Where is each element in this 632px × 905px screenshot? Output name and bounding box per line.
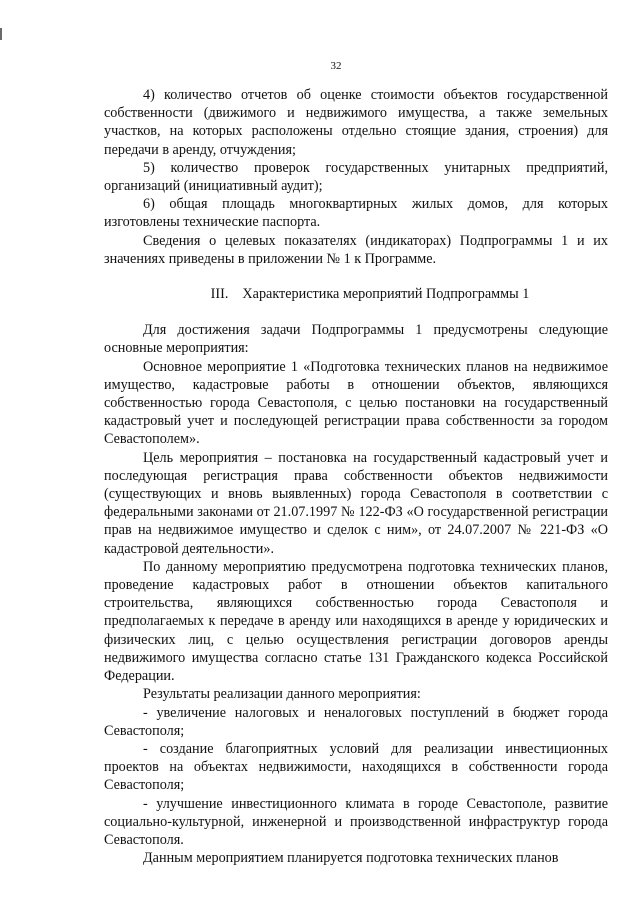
section-title: Характеристика мероприятий Подпрограммы 1 <box>242 286 530 303</box>
paragraph-activity-goal: Цель мероприятия – постановка на государственный кадастровый учет и последующая регистрация права собственности объектов недвижимости (существующих и вновь выявленных) города Севастополя в соответствии с федеральными законами от 21.07.1997 № 122-ФЗ «О государственной регистрации прав на недвижимое имущество и сделок с ним», от 24.07.2007 № 221-ФЗ «О кадастровой деятельности». <box>104 449 608 557</box>
paragraph-result-1: - увеличение налоговых и неналоговых поступлений в бюджет города Севастополя; <box>104 704 608 739</box>
paragraph-indicator-4: 4) количество отчетов об оценке стоимости объектов государственной собственности (движимого и недвижимого имущества, а также земельных участков, на которых расположены отдельно стоящие здания, строения) для передачи в аренду, отчуждения; <box>104 87 608 158</box>
paragraph-results-heading: Результаты реализации данного мероприятия: <box>143 686 421 703</box>
paragraph-result-3: - улучшение инвестиционного климата в городе Севастополе, развитие социально-культурной, инженерной и производственной инфраструктур города Севастополя. <box>104 795 608 848</box>
paragraph-main-activity: Основное мероприятие 1 «Подготовка технических планов на недвижимое имущество, кадастровые работы в отношении объектов, являющихся собственностью города Севастополя, с целью постановки на государственный кадастровый учет и последующей регистрации права собственности за городом Севастополем». <box>104 358 608 448</box>
page-number: 32 <box>330 60 342 72</box>
section-heading <box>104 285 608 303</box>
paragraph-intro: Для достижения задачи Подпрограммы 1 предусмотрены следующие основные мероприятия: <box>104 322 608 357</box>
section-number: III. <box>210 286 229 303</box>
paragraph-result-2: - создание благоприятных условий для реализации инвестиционных проектов на объектах недвижимости, находящихся в собственности города Севастополя; <box>104 740 608 794</box>
paragraph-activity-details: По данному мероприятию предусмотрена подготовка технических планов, проведение кадастровых работ в отношении объектов капитального строительства, являющихся собственностью города Севастополя и предполагаемых к передаче в аренду или находящихся в аренде у юридических и физических лиц, с целью осуществления регистрации договоров аренды недвижимого имущества согласно статье 131 Гражданского кодекса Российской Федерации. <box>104 558 608 685</box>
paragraph-indicator-6: 6) общая площадь многоквартирных жилых домов, для которых изготовлены технические паспорта. <box>104 196 608 231</box>
scan-edge-mark <box>0 28 2 40</box>
paragraph-indicators-info: Сведения о целевых показателях (индикаторах) Подпрограммы 1 и их значениях приведены в приложении № 1 к Программе. <box>104 232 608 267</box>
paragraph-indicator-5: 5) количество проверок государственных унитарных предприятий, организаций (инициативный аудит); <box>104 159 608 195</box>
paragraph-planned-work: Данным мероприятием планируется подготовка технических планов <box>143 850 559 867</box>
document-body <box>104 86 608 867</box>
